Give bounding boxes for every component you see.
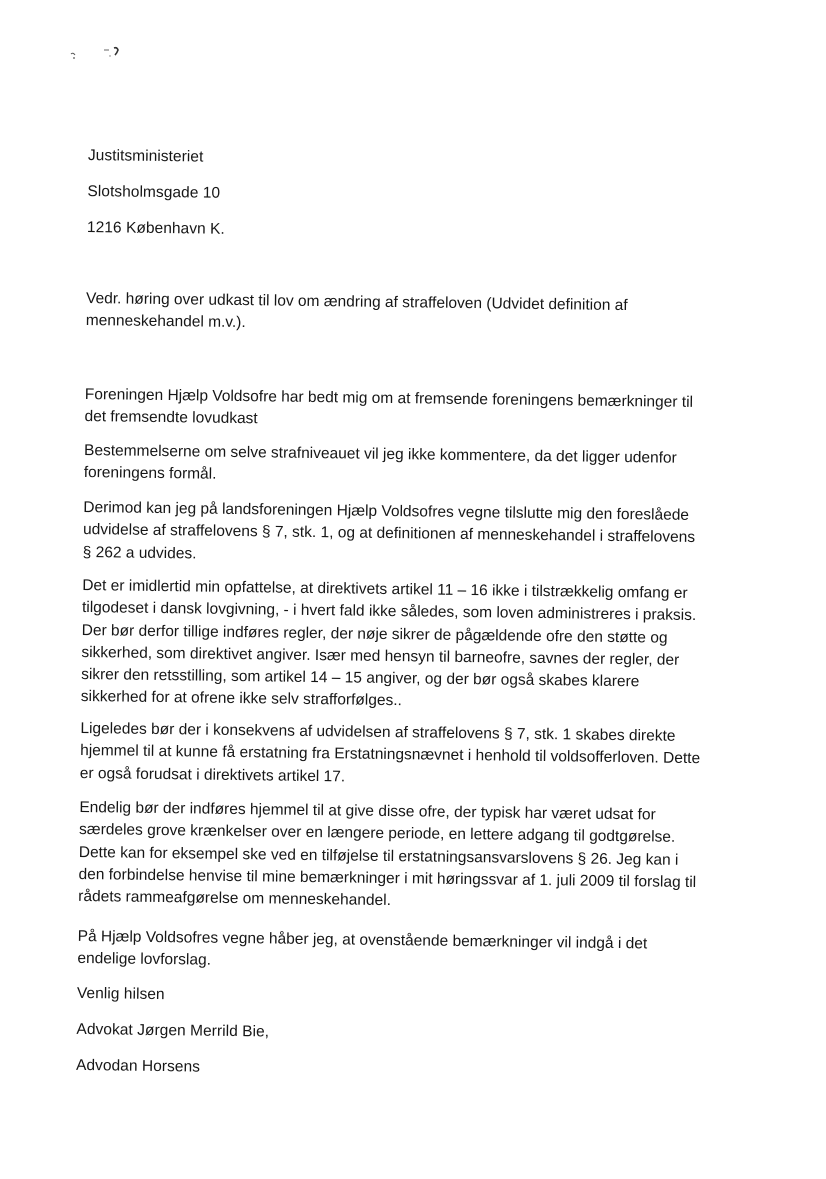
paragraph-1 xyxy=(84,384,693,437)
paragraph-3 xyxy=(83,497,696,572)
paragraph-line: tilgodeset i dansk lovgivning, - i hvert fald ikke således, som loven administreres i praksis. xyxy=(81,599,697,625)
paragraph-line: Ligeledes bør der i konsekvens af udvidelsen af straffelovens § 7, stk. 1 skabes direkte xyxy=(80,719,676,745)
paragraph-line: Der bør derfor tillige indføres regler, der nøje sikrer de pågældende ofre den støtte og xyxy=(81,621,668,647)
paragraph-line: hjemmel til at kunne få erstatning fra Erstatningsnævnet i henhold til voldsofferloven. Dette xyxy=(80,742,701,768)
recipient-name: Justitsministeriet xyxy=(87,147,204,166)
paragraph-line: Derimod kan jeg på landsforeningen Hjælp Voldsofres vegne tilslutte mig den foreslåede xyxy=(83,498,690,524)
paragraph-line: rådets rammeafgørelse om menneskehandel. xyxy=(78,888,392,910)
paragraph-line: det fremsendte lovudkast xyxy=(84,408,258,428)
closing-greeting: Venlig hilsen xyxy=(76,984,165,1004)
paragraph-line: sikkerhed for at ofrene ikke selv strafforfølges.. xyxy=(80,688,402,710)
recipient-city: 1216 København K. xyxy=(86,218,225,238)
paragraph-line: Endelig bør der indføres hjemmel til at give disse ofre, der typisk har været udsat for xyxy=(79,798,656,824)
signature-firm: Advodan Horsens xyxy=(75,1056,201,1076)
recipient-street: Slotsholmsgade 10 xyxy=(87,182,221,202)
paragraph-line: § 262 a udvides. xyxy=(82,543,197,563)
paragraph-line: den forbindelse henvise til mine bemærkninger i mit høringssvar af 1. juli 2009 til forslag til xyxy=(78,865,697,891)
paragraph-line: er også forudsat i direktivets artikel 17. xyxy=(79,764,346,786)
paragraph-line: Foreningen Hjælp Voldsofre har bedt mig om at fremsende foreningens bemærkninger til xyxy=(84,385,694,411)
paragraph-line: sikrer den retsstilling, som artikel 14 – 15 angiver, og der bør også skabes klarere xyxy=(81,666,640,691)
paragraph-line: sikkerhed, som direktivet angiver. Især med hensyn til barneofre, savnes der regler, der xyxy=(81,643,680,669)
paragraph-6 xyxy=(78,797,697,917)
paragraph-line: På Hjælp Voldsofres vegne håber jeg, at ovenstående bemærkninger vil indgå i det xyxy=(77,927,648,953)
paragraph-2 xyxy=(84,440,677,492)
paragraph-line: Det er imidlertid min opfattelse, at direktivets artikel 11 – 16 ikke i tilstrækkelig omfang er xyxy=(82,576,688,602)
paragraph-line: Bestemmelserne om selve strafniveauet vil jeg ikke kommentere, da det ligger udenfor xyxy=(83,441,677,467)
paragraph-line: udvidelse af straffelovens § 7, stk. 1, og at definitionen af menneskehandel i straffelovens xyxy=(82,521,696,547)
paragraph-5 xyxy=(80,718,701,793)
subject-line-2: menneskehandel m.v.). xyxy=(85,312,246,332)
paragraph-line: særdeles grove krænkelser over en længere periode, en lettere adgang til godtgørelse. xyxy=(78,821,676,847)
subject-line-1: Vedr. høring over udkast til lov om ændring af straffeloven (Udvidet definition af xyxy=(85,289,628,315)
subject-line xyxy=(86,288,628,340)
paragraph-7 xyxy=(77,926,647,978)
paragraph-line: Dette kan for eksempel ske ved en tilføjelse til erstatningsansvarslovens § 26. Jeg kan i xyxy=(78,843,679,869)
paragraph-4 xyxy=(81,575,697,717)
paragraph-line: endelige lovforslag. xyxy=(77,950,212,969)
signature-name: Advokat Jørgen Merrild Bie, xyxy=(76,1020,270,1041)
paragraph-line: foreningens formål. xyxy=(83,464,217,484)
